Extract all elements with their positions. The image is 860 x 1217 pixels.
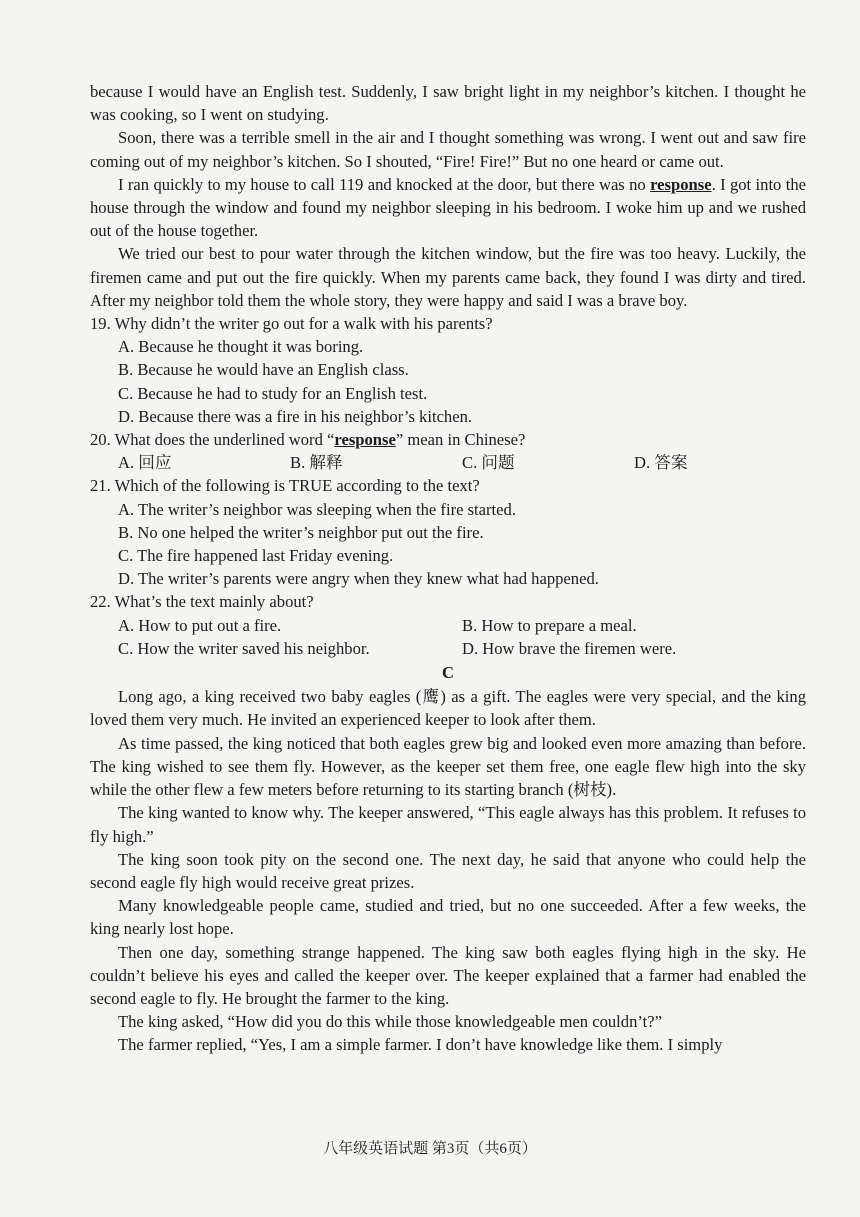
- question-stem: 22. What’s the text mainly about?: [90, 592, 314, 612]
- underlined-keyword: response: [334, 430, 396, 450]
- option-d: D. The writer’s parents were angry when they knew what had happened.: [118, 569, 599, 589]
- options-row: [90, 637, 806, 660]
- passage-c-paragraph-7: The king asked, “How did you do this while those knowledgeable men couldn’t?”: [118, 1012, 662, 1032]
- option-c: C. 问题: [462, 453, 515, 473]
- question-20: [90, 428, 806, 474]
- passage-b-paragraph-2: Soon, there was a terrible smell in the air and I thought something was wrong. I went out and saw fire coming out of my neighbor’s kitchen. So I shouted, “Fire! Fire!” But no one heard or came out.: [90, 128, 806, 171]
- passage-c-paragraph-4: The king soon took pity on the second one. The next day, he said that anyone who could help the second eagle fly high would receive great prizes.: [90, 849, 806, 892]
- option-b: B. How to prepare a meal.: [462, 615, 637, 635]
- passage-b-paragraph-1: because I would have an English test. Suddenly, I saw bright light in my neighbor’s kitchen. I thought he was cooking, so I went on studying.: [90, 82, 806, 125]
- option-c: C. How the writer saved his neighbor.: [118, 638, 370, 658]
- options-row: [90, 451, 806, 474]
- page-content: [90, 80, 806, 1057]
- question-stem: 21. Which of the following is TRUE according to the text?: [90, 476, 480, 496]
- passage-c-paragraph-8: The farmer replied, “Yes, I am a simple farmer. I don’t have knowledge like them. I simply: [118, 1035, 723, 1055]
- underlined-keyword: response: [650, 174, 712, 194]
- section-c-heading: C: [442, 663, 454, 683]
- option-a: A. Because he thought it was boring.: [118, 337, 364, 357]
- option-d: D. How brave the firemen were.: [462, 638, 677, 658]
- passage-b-paragraph-3: [90, 173, 806, 243]
- paragraph-text: I ran quickly to my house to call 119 and knocked at the door, but there was no: [118, 174, 651, 194]
- question-19: [90, 312, 806, 428]
- page-footer: 八年级英语试题 第3页（共6页）: [323, 1141, 537, 1157]
- stem-text: 20. What does the underlined word “: [90, 430, 335, 450]
- question-stem: 19. Why didn’t the writer go out for a walk with his parents?: [90, 314, 493, 334]
- option-a: A. The writer’s neighbor was sleeping when the fire started.: [118, 499, 516, 519]
- passage-c-paragraph-1: Long ago, a king received two baby eagles (鹰) as a gift. The eagles were very special, and the king loved them very much. He invited an experienced keeper to look after them.: [90, 687, 806, 730]
- option-c: C. Because he had to study for an English test.: [118, 383, 428, 403]
- question-21: [90, 474, 806, 590]
- option-b: B. Because he would have an English class.: [118, 360, 409, 380]
- question-22: [90, 590, 806, 660]
- question-stem: [90, 428, 806, 451]
- stem-text: ” mean in Chinese?: [395, 430, 526, 450]
- option-d: D. Because there was a fire in his neighbor’s kitchen.: [118, 406, 473, 426]
- option-c: C. The fire happened last Friday evening.: [118, 546, 394, 566]
- options-row: [90, 614, 806, 637]
- option-d: D. 答案: [634, 453, 688, 473]
- option-b: B. 解释: [290, 453, 343, 473]
- passage-c-paragraph-6: Then one day, something strange happened. The king saw both eagles flying high in the sky. He couldn’t believe his eyes and called the keeper over. The keeper explained that a farmer had enabled the second eagle to fly. He brought the farmer to the king.: [90, 942, 806, 1008]
- option-b: B. No one helped the writer’s neighbor put out the fire.: [118, 522, 484, 542]
- passage-c-paragraph-2: As time passed, the king noticed that both eagles grew big and looked even more amazing than before. The king wished to see them fly. However, as the keeper set them free, one eagle flew high into the sky while the other flew a few meters before returning to its starting branch (树枝).: [90, 733, 806, 800]
- passage-c-paragraph-3: The king wanted to know why. The keeper answered, “This eagle always has this problem. It refuses to fly high.”: [90, 803, 806, 846]
- paragraph-text: . I got into the house through the window and found my neighbor sleeping in his bedroom. I woke him up and we rushed out of the house together.: [90, 174, 806, 241]
- option-a: A. How to put out a fire.: [118, 615, 282, 635]
- option-a: A. 回应: [118, 453, 172, 473]
- passage-c-paragraph-5: Many knowledgeable people came, studied and tried, but no one succeeded. After a few weeks, the king nearly lost hope.: [90, 896, 806, 939]
- passage-b-paragraph-4: We tried our best to pour water through the kitchen window, but the fire was too heavy. Luckily, the firemen came and put out the fire quickly. When my parents came back, they found I was dirty and tired. After my neighbor told them the whole story, they were happy and said I was a brave boy.: [90, 244, 806, 310]
